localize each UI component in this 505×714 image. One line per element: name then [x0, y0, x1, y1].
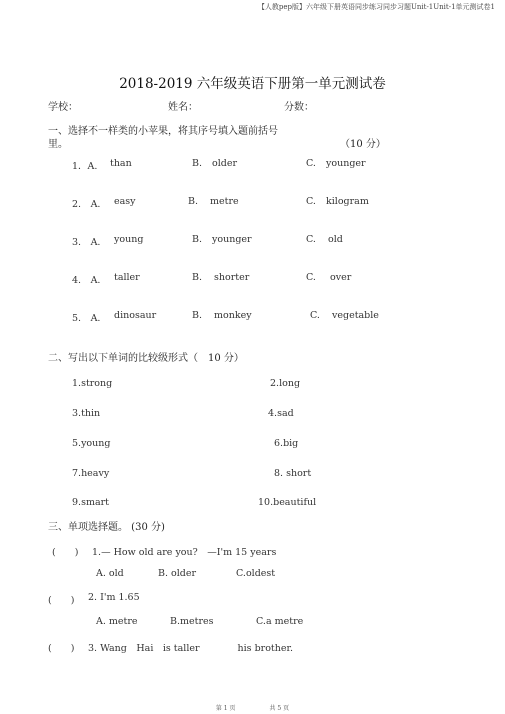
answer-paren: ( ): [52, 547, 79, 558]
choice-option: C.a metre: [256, 616, 304, 627]
section3-instruction: 三、单项选择题。 (30 分): [48, 522, 165, 533]
option-c: old: [328, 234, 343, 245]
question-number: 1．A.: [72, 161, 98, 172]
name-label: 姓名：: [168, 102, 198, 113]
section1-instruction: 一、选择不一样类的小苹果，将其序号填入题前括号: [48, 126, 278, 137]
word-item: 2.long: [270, 378, 301, 389]
option-a: easy: [114, 196, 136, 207]
question-number: 2. A.: [72, 199, 101, 210]
question-number: 4. A.: [72, 275, 101, 286]
option-a: dinosaur: [114, 310, 157, 321]
choice-option: B. older: [158, 568, 197, 579]
option-a: taller: [114, 272, 140, 283]
word-item: 6.big: [274, 438, 299, 449]
option-b: monkey: [214, 310, 252, 321]
option-b-label: B.: [192, 234, 203, 245]
word-item: 5.young: [72, 438, 111, 449]
word-item: 7.heavy: [72, 468, 110, 479]
answer-paren: ( ): [48, 643, 75, 654]
question-number: 5. A.: [72, 313, 101, 324]
option-b: metre: [210, 196, 239, 207]
option-c-label: C.: [310, 310, 320, 321]
answer-paren: ( ): [48, 595, 75, 606]
question-text: 2. I'm 1.65: [88, 592, 140, 603]
page-header: 【人教pep版】六年级下册英语同步练习同步习题Unit-1Unit-1单元测试卷1: [257, 3, 495, 11]
word-item: 9.smart: [72, 497, 109, 508]
option-b-label: B.: [192, 272, 203, 283]
option-b: shorter: [214, 272, 250, 283]
option-c-label: C.: [306, 234, 316, 245]
option-c-label: C.: [306, 196, 316, 207]
option-c-label: C.: [306, 272, 316, 283]
option-c: over: [330, 272, 352, 283]
choice-option: A. old: [96, 568, 124, 579]
option-b-label: B.: [192, 310, 203, 321]
page-number: 第 1 页: [215, 705, 236, 712]
question-text: 1.— How old are you? —I'm 15 years: [92, 547, 277, 558]
option-c: younger: [326, 158, 366, 169]
option-b: older: [212, 158, 238, 169]
section1-points: （10 分）: [340, 139, 386, 150]
option-c-label: C.: [306, 158, 316, 169]
option-b: younger: [212, 234, 252, 245]
word-item: 10.beautiful: [258, 497, 317, 508]
page-total: 共 5 页: [269, 705, 290, 712]
option-c: kilogram: [326, 196, 369, 207]
question-number: 3. A.: [72, 237, 101, 248]
section2-instruction: 二、写出以下单词的比较级形式（ 10 分）: [48, 353, 244, 364]
question-text: 3. Wang Hai is taller his brother.: [88, 643, 293, 654]
word-item: 4.sad: [268, 408, 294, 419]
option-b-label: B.: [192, 158, 203, 169]
page-footer: [0, 703, 505, 712]
word-item: 8. short: [274, 468, 312, 479]
option-a: young: [114, 234, 144, 245]
word-item: 3.thin: [72, 408, 101, 419]
word-item: 1.strong: [72, 378, 113, 389]
choice-option: A. metre: [96, 616, 138, 627]
option-a: than: [110, 158, 132, 169]
choice-option: C.oldest: [236, 568, 276, 579]
section1-instruction-cont: 里。: [48, 139, 68, 150]
choice-option: B.metres: [170, 616, 214, 627]
page-title: 2018-2019 六年级英语下册第一单元测试卷: [119, 76, 386, 92]
school-label: 学校：: [48, 102, 78, 113]
option-b-label: B.: [188, 196, 199, 207]
score-label: 分数：: [284, 102, 314, 113]
option-c: vegetable: [332, 310, 379, 321]
